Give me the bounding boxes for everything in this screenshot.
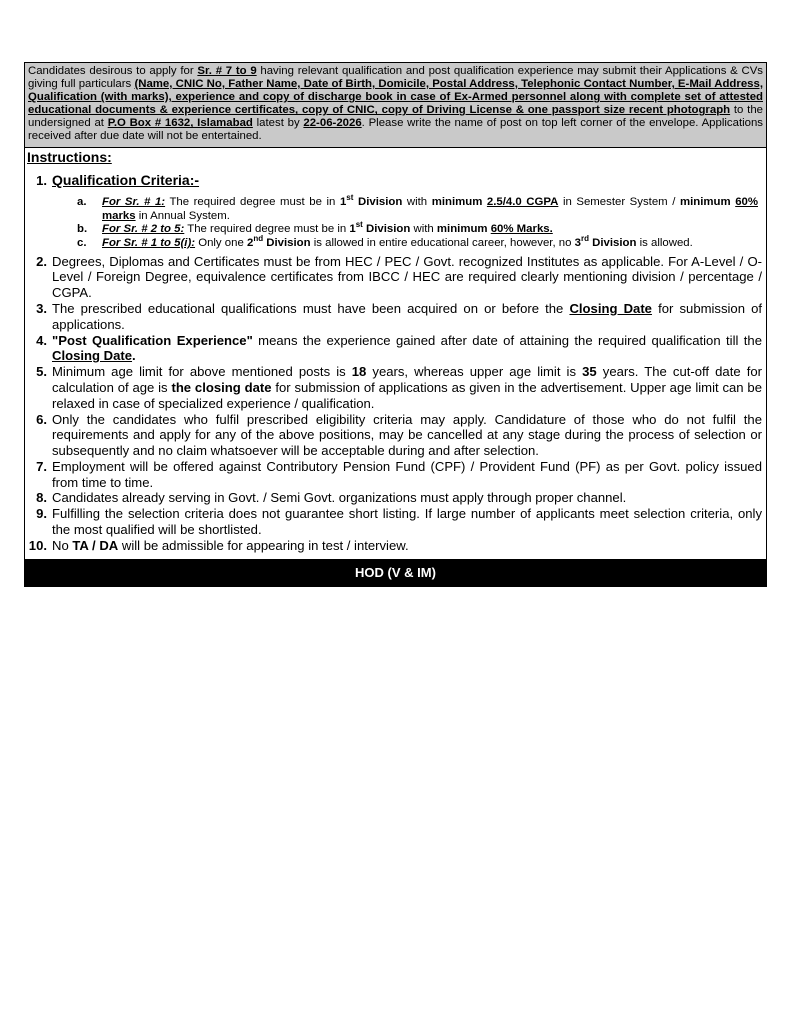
item-text: Degrees, Diplomas and Certificates must be from HEC / PEC / Govt. recognized Institutes as applicable. For A-Level / O-Level / Foreign Degree, equivalence certificates from IBCC / HEC are required clearly mentioning division / percentage / CGPA. [52,253,762,301]
ordinal: 1 [339,196,347,209]
sub-letter: b. [77,223,88,236]
instructions-section [25,148,766,556]
item-number: 9. [36,506,47,522]
division-word: Division [263,236,311,249]
ordinal-suffix: st [346,193,354,203]
item-text: Only the candidates who fulfil prescribed eligibility criteria may apply. Candidature of those who do not fulfil the requirements and apply for any of the above positions, may be cancelled at any stage during the process of selection or subsequently and no claim whatsoever will be acceptable during and after selection. [52,411,762,459]
ordinal-suffix: rd [580,234,589,244]
item-text: for submission of applications as given in the advertisement. Upper age limit can be relaxed in case of specialized experience / qualification. [52,379,762,411]
qualification-criteria-title: Qualification Criteria:- [52,172,200,189]
intro-particulars: (Name, CNIC No, Father Name, Date of Birth, Domicile, Postal Address, Telephonic Contact Number, E-Mail Address, Qualification (with marks), experience and copy of discharge book in case of Ex-Armed personnel along with complete set of attested educational documents & experience certificates, copy of CNIC, copy of Driving License & one passport size recent photograph [28,78,763,117]
criteria-lead: For Sr. # 2 to 5: [102,223,185,236]
item-number: 3. [36,300,47,316]
item-number: 5. [36,364,47,380]
item-text: years, whereas upper age limit is [366,364,583,380]
item-number: 4. [36,332,47,348]
pqe-term: "Post Qualification Experience" [52,332,253,348]
instruction-item-9 [27,506,762,538]
da-term: DA [99,537,119,553]
division-word: Division [588,236,637,249]
ordinal-suffix: nd [253,234,264,244]
instruction-item-1 [27,173,762,189]
ordinal: 3 [574,236,581,249]
item-number: 8. [36,490,47,506]
criteria-text: The required degree must be in [165,196,340,209]
division-word: Division [353,196,403,209]
criteria-text: with [410,223,437,236]
item-text: years. The cut-off date for calculation of age is [52,364,762,395]
cgpa-value: 2.5/4.0 CGPA [486,196,559,209]
item-number: 1. [36,173,47,189]
sub-letter: a. [77,196,87,209]
minimum-word: minimum [679,196,731,209]
criteria-text: with [402,196,432,209]
instruction-item-10 [27,538,762,554]
footer-signature-bar: HOD (V & IM) [25,559,766,586]
criteria-b [77,220,762,237]
criteria-text: in Semester System / [558,196,680,209]
division-word: Division [362,223,411,236]
ordinal: 1 [349,223,356,236]
intro-text: to the undersigned at [28,104,763,130]
closing-date-term: the closing date [171,379,272,395]
ta-term: TA [72,537,89,553]
intro-text: . Please write the name of post on top left corner of the envelope. Applications received after due date will not be entertained. [28,117,764,143]
item-number: 2. [36,253,47,269]
item-number: 6. [36,411,47,427]
instruction-item-3 [27,301,762,333]
min-age: 18 [351,364,367,380]
ordinal: 2 [246,236,254,249]
item-text: Fulfilling the selection criteria does not guarantee short listing. If large number of applicants meet selection criteria, only the most qualified will be shortlisted. [52,506,762,538]
marks-value: 60% Marks. [490,223,553,236]
item-number: 7. [36,458,47,474]
minimum-word: minimum [436,223,488,236]
instruction-item-6 [27,412,762,459]
intro-closing-date: 22-06-2026 [303,117,362,130]
item-text: No [52,537,73,553]
slash: / [88,537,100,553]
criteria-lead: For Sr. # 1 to 5(i): [102,236,196,249]
criteria-text: is allowed. [636,236,693,249]
item-text: Minimum age limit for above mentioned posts is [52,364,352,380]
intro-text: having relevant qualification and post qualification experience may submit their Applications & CVs giving full particulars [28,65,764,91]
instruction-item-2 [27,254,762,301]
item-text: . [132,348,136,364]
item-number: 10. [28,537,47,553]
minimum-word: minimum [431,196,483,209]
intro-text: latest by [252,117,304,130]
intro-paragraph [25,63,766,148]
item-text: Employment will be offered against Contributory Pension Fund (CPF) / Provident Fund (PF) as per Govt. policy issued from time to time. [52,458,762,490]
instruction-item-7 [27,459,762,491]
instruction-item-4 [27,333,762,365]
criteria-text: The required degree must be in [184,223,350,236]
marks-value: 60% marks [102,196,758,222]
notice-frame [24,62,767,587]
closing-date-term: Closing Date [52,348,133,364]
item-text: means the experience gained after date of attaining the required qualification till the [252,332,762,348]
intro-text: Candidates desirous to apply for [28,65,198,77]
item-text: The prescribed educational qualifications must have been acquired on or before the [52,300,570,316]
criteria-text: in Annual System. [135,209,230,222]
criteria-a [77,193,762,223]
instruction-item-8 [27,490,762,506]
closing-date-term: Closing Date [569,300,652,316]
intro-sr-range: Sr. # 7 to 9 [197,65,257,77]
intro-po-box: P.O Box # 1632, Islamabad [107,117,253,130]
sub-letter: c. [77,236,87,249]
item-text: for submission of applications. [52,300,763,332]
criteria-text: is allowed in entire educational career, however, no [310,236,575,249]
instructions-heading: Instructions: [27,148,112,165]
max-age: 35 [582,364,597,380]
ordinal-suffix: st [355,220,363,230]
item-text: will be admissible for appearing in test / interview. [118,537,409,553]
instruction-item-5 [27,364,762,411]
criteria-text: Only one [195,236,247,249]
criteria-c [77,234,762,251]
item-text: Candidates already serving in Govt. / Semi Govt. organizations must apply through proper channel. [52,490,627,506]
criteria-lead: For Sr. # 1: [102,196,166,209]
